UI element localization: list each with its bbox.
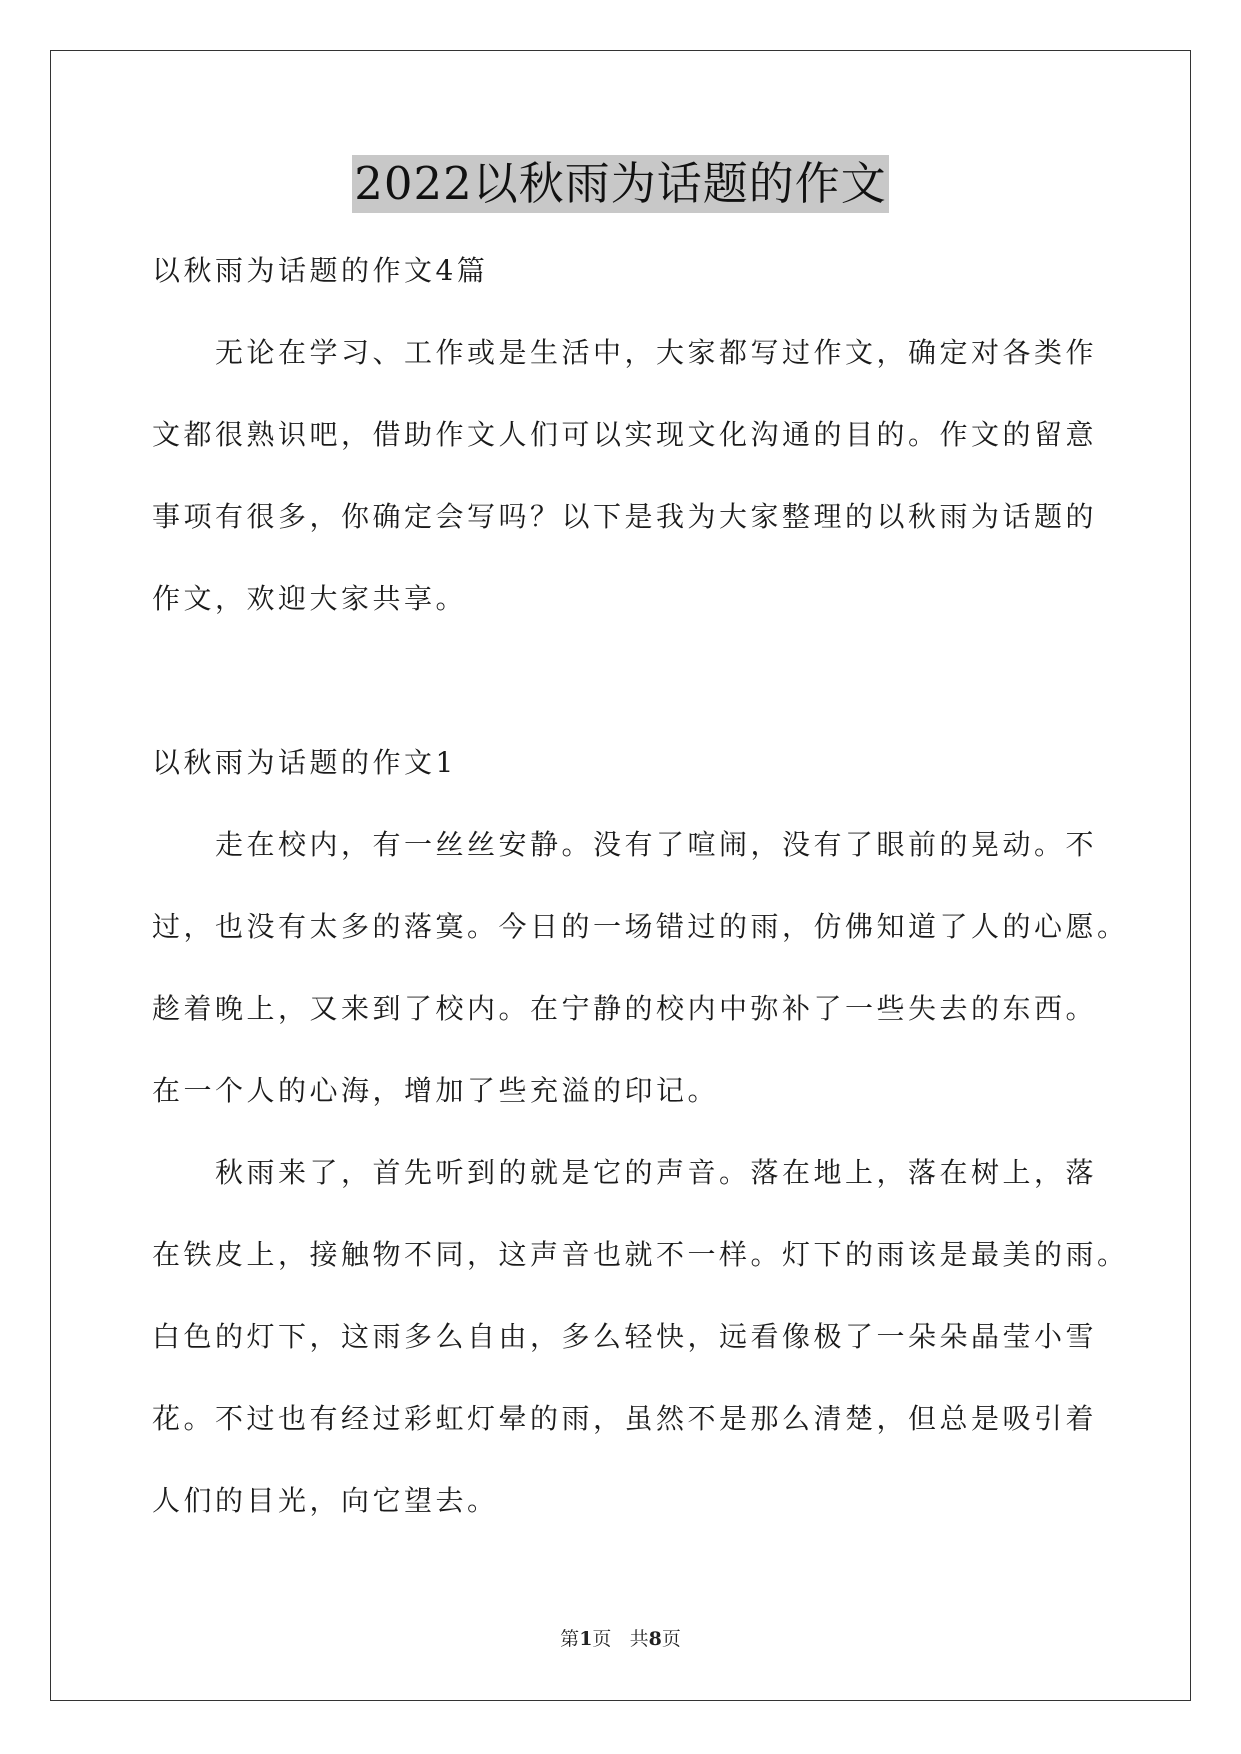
page-prefix: 第 — [560, 1628, 580, 1650]
paragraph-line: 过，也没有太多的落寞。今日的一场错过的雨，仿佛知道了人的心愿。 — [152, 910, 1129, 943]
total-prefix: 共 — [629, 1628, 649, 1650]
paragraph-line: 趁着晚上，又来到了校内。在宁静的校内中弥补了一些失去的东西。 — [152, 992, 1098, 1025]
total-unit: 页 — [661, 1628, 681, 1650]
paragraph-line: 在一个人的心海，增加了些充溢的印记。 — [152, 1074, 720, 1107]
section-heading: 以秋雨为话题的作文1 — [152, 746, 457, 779]
page-footer — [0, 1627, 1241, 1651]
subtitle: 以秋雨为话题的作文4篇 — [152, 254, 489, 287]
page-unit: 页 — [592, 1628, 612, 1650]
current-page-number: 1 — [579, 1628, 593, 1650]
paragraph-line: 人们的目光，向它望去。 — [152, 1484, 499, 1517]
blank-line — [152, 640, 1092, 722]
intro-line: 作文，欢迎大家共享。 — [152, 582, 468, 615]
total-pages-number: 8 — [648, 1628, 662, 1650]
document-title: 2022以秋雨为话题的作文 — [352, 155, 889, 213]
paragraph-line: 花。不过也有经过彩虹灯晕的雨，虽然不是那么清楚，但总是吸引着 — [152, 1402, 1098, 1435]
document-body — [152, 230, 1129, 1542]
paragraph-line: 秋雨来了，首先听到的就是它的声音。落在地上，落在树上，落 — [152, 1156, 1098, 1189]
intro-line: 文都很熟识吧，借助作文人们可以实现文化沟通的目的。作文的留意 — [152, 418, 1098, 451]
title-container — [0, 155, 1241, 213]
paragraph-line: 白色的灯下，这雨多么自由，多么轻快，远看像极了一朵朵晶莹小雪 — [152, 1320, 1098, 1353]
paragraph-line: 走在校内，有一丝丝安静。没有了喧闹，没有了眼前的晃动。不 — [152, 828, 1098, 861]
intro-line: 无论在学习、工作或是生活中，大家都写过作文，确定对各类作 — [152, 336, 1098, 369]
intro-line: 事项有很多，你确定会写吗？以下是我为大家整理的以秋雨为话题的 — [152, 500, 1098, 533]
paragraph-line: 在铁皮上，接触物不同，这声音也就不一样。灯下的雨该是最美的雨。 — [152, 1238, 1129, 1271]
